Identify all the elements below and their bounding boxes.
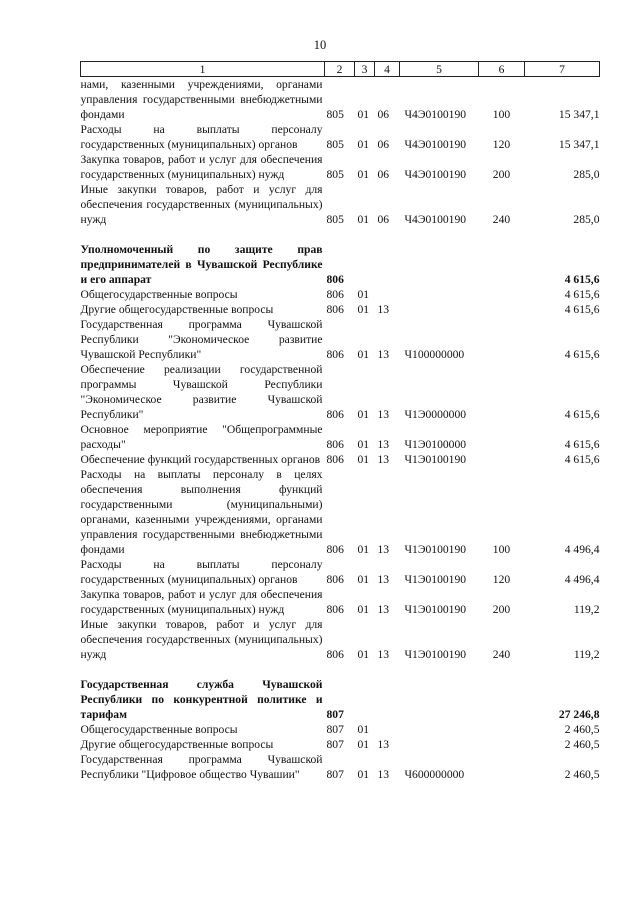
row-section: 01: [357, 408, 370, 421]
page-number: 10: [313, 38, 327, 52]
row-name: Закупка товаров, работ и услуг для обеспечения государственных (муниципальных) нужд: [80, 153, 323, 181]
row-ministry-code: 806: [326, 303, 344, 316]
row-name: Основное мероприятие "Общепрограммные расходы": [80, 423, 323, 451]
row-ministry-code: 807: [326, 738, 344, 751]
row-section: 01: [357, 288, 370, 301]
row-expense-type: 100: [492, 543, 511, 556]
row-name: Расходы на выплаты персоналу государственных (муниципальных) органов: [80, 558, 323, 586]
row-amount: 119,2: [573, 603, 600, 616]
row-name: Государственная служба Чувашской Республики по конкурентной политике и тарифам: [80, 678, 323, 721]
row-section: 01: [357, 543, 370, 556]
row-expense-type: [479, 722, 525, 737]
row-section: 01: [357, 603, 370, 616]
table-row: [81, 587, 600, 617]
row-name: Общегосударственные вопросы: [80, 288, 238, 301]
row-amount: 4 615,6: [564, 453, 600, 466]
row-target-article: Ч1Э0100190: [404, 543, 467, 556]
header-col-amount: 7: [525, 62, 600, 77]
row-target-article: Ч4Э0100190: [404, 168, 467, 181]
row-section: 01: [357, 648, 370, 661]
row-expense-type: [479, 287, 525, 302]
row-ministry-code: 806: [326, 273, 344, 286]
row-ministry-code: 805: [326, 108, 344, 121]
row-target-article: Ч1Э0100190: [404, 453, 467, 466]
row-target-article: [400, 302, 479, 317]
row-subsection: 13: [377, 573, 390, 586]
row-section: 01: [357, 768, 370, 781]
table-row: [81, 737, 600, 752]
row-ministry-code: 806: [326, 603, 344, 616]
row-target-article: Ч4Э0100190: [404, 213, 467, 226]
table-row: [81, 452, 600, 467]
row-target-article: Ч1Э0000000: [404, 408, 467, 421]
row-target-article: Ч1Э0100190: [404, 648, 467, 661]
row-amount: 15 347,1: [558, 108, 600, 121]
row-section: 01: [357, 138, 370, 151]
row-amount: 4 496,4: [564, 543, 600, 556]
row-expense-type: [479, 737, 525, 752]
row-amount: 2 460,5: [564, 723, 600, 736]
row-section: [355, 242, 375, 287]
row-expense-type: [479, 452, 525, 467]
row-ministry-code: 806: [326, 288, 344, 301]
table-row: [81, 617, 600, 662]
row-expense-type: 240: [492, 648, 511, 661]
row-section: 01: [357, 108, 370, 121]
row-name: Иные закупки товаров, работ и услуг для обеспечения государственных (муниципальных) нужд: [80, 618, 323, 661]
table-row: [81, 362, 600, 422]
header-col-section: 3: [355, 62, 375, 77]
table-row: [81, 122, 600, 152]
row-name: Расходы на выплаты персоналу государственных (муниципальных) органов: [80, 123, 323, 151]
row-target-article: Ч100000000: [404, 348, 465, 361]
header-col-target: 5: [400, 62, 479, 77]
row-ministry-code: 805: [326, 138, 344, 151]
row-section: 01: [357, 723, 370, 736]
row-amount: 4 615,6: [564, 288, 600, 301]
row-amount: 4 615,6: [564, 273, 600, 286]
spacer-cell: [81, 662, 600, 677]
row-ministry-code: 805: [326, 168, 344, 181]
row-subsection: 13: [377, 738, 390, 751]
row-name: Уполномоченный по защите прав предпринимателей в Чувашской Республике и его аппарат: [80, 243, 323, 286]
row-target-article: Ч1Э0100190: [404, 603, 467, 616]
table-row: [81, 677, 600, 722]
row-ministry-code: 807: [326, 723, 344, 736]
row-name: Другие общегосударственные вопросы: [80, 738, 274, 751]
row-name: Государственная программа Чувашской Республики "Цифровое общество Чувашии": [80, 753, 323, 781]
table-row: [81, 242, 600, 287]
row-ministry-code: 807: [326, 768, 344, 781]
row-name: Расходы на выплаты персоналу в целях обеспечения выполнения функций государственными (муниципальными) органами, казенными учреждениями, органами управления государственными внебюджетными фондами: [80, 468, 323, 556]
table-row: [81, 287, 600, 302]
row-expense-type: 120: [492, 138, 511, 151]
row-subsection: [375, 722, 400, 737]
row-section: 01: [357, 213, 370, 226]
row-target-article: Ч1Э0100190: [404, 573, 467, 586]
header-col-expense-type: 6: [479, 62, 525, 77]
row-amount: 2 460,5: [564, 738, 600, 751]
budget-table: [80, 61, 600, 782]
row-amount: 119,2: [573, 648, 600, 661]
row-section: 01: [357, 303, 370, 316]
row-expense-type: 200: [492, 168, 511, 181]
row-expense-type: 200: [492, 603, 511, 616]
row-name: Обеспечение функций государственных органов: [80, 453, 321, 466]
row-section: 01: [357, 573, 370, 586]
row-subsection: 13: [377, 348, 390, 361]
header-row: [81, 62, 600, 77]
row-subsection: 13: [377, 303, 390, 316]
row-subsection: 13: [377, 768, 390, 781]
row-target-article: Ч4Э0100190: [404, 138, 467, 151]
row-section: 01: [357, 438, 370, 451]
spacer-row: [81, 662, 600, 677]
row-name: Общегосударственные вопросы: [80, 723, 238, 736]
row-target-article: [400, 287, 479, 302]
table-row: [81, 182, 600, 227]
row-amount: 285,0: [573, 213, 600, 226]
row-ministry-code: 806: [326, 453, 344, 466]
table-row: [81, 752, 600, 782]
row-name: Иные закупки товаров, работ и услуг для обеспечения государственных (муниципальных) нужд: [80, 183, 323, 226]
row-expense-type: [479, 362, 525, 422]
row-section: 01: [357, 738, 370, 751]
row-ministry-code: 806: [326, 408, 344, 421]
row-amount: 27 246,8: [558, 708, 600, 721]
row-expense-type: 100: [492, 108, 511, 121]
row-expense-type: 240: [492, 213, 511, 226]
row-ministry-code: 805: [326, 213, 344, 226]
header-col-code: 2: [325, 62, 355, 77]
row-name: Закупка товаров, работ и услуг для обеспечения государственных (муниципальных) нужд: [80, 588, 323, 616]
row-expense-type: [479, 242, 525, 287]
table-row: [81, 317, 600, 362]
row-section: 01: [357, 453, 370, 466]
row-amount: 4 615,6: [564, 438, 600, 451]
spacer-row: [81, 227, 600, 242]
row-target-article: Ч1Э0100000: [404, 438, 467, 451]
table-row: [81, 467, 600, 557]
table-row: [81, 557, 600, 587]
row-section: [355, 677, 375, 722]
row-subsection: [375, 287, 400, 302]
row-amount: 4 615,6: [564, 348, 600, 361]
header-col-subsection: 4: [375, 62, 400, 77]
row-amount: 4 496,4: [564, 573, 600, 586]
row-amount: 4 615,6: [564, 408, 600, 421]
row-subsection: 13: [377, 603, 390, 616]
row-subsection: 13: [377, 453, 390, 466]
spacer-cell: [81, 227, 600, 242]
row-target-article: [400, 737, 479, 752]
table-row: [81, 302, 600, 317]
row-amount: 15 347,1: [558, 138, 600, 151]
row-subsection: 06: [377, 213, 390, 226]
table-row: [81, 422, 600, 452]
row-amount: 2 460,5: [564, 768, 600, 781]
row-section: 01: [357, 348, 370, 361]
row-subsection: 06: [377, 138, 390, 151]
row-section: 01: [357, 168, 370, 181]
row-target-article: [400, 722, 479, 737]
row-name: Государственная программа Чувашской Республики "Экономическое развитие Чувашской Республики": [80, 318, 323, 361]
row-expense-type: [479, 422, 525, 452]
row-subsection: [375, 677, 400, 722]
row-expense-type: [479, 317, 525, 362]
row-target-article: [400, 677, 479, 722]
row-ministry-code: 806: [326, 543, 344, 556]
row-ministry-code: 806: [326, 648, 344, 661]
table-row: [81, 152, 600, 182]
row-ministry-code: 806: [326, 438, 344, 451]
row-subsection: [375, 242, 400, 287]
row-subsection: 06: [377, 168, 390, 181]
row-subsection: 06: [377, 108, 390, 121]
row-expense-type: 120: [492, 573, 511, 586]
row-target-article: Ч600000000: [404, 768, 465, 781]
row-subsection: 13: [377, 408, 390, 421]
row-ministry-code: 806: [326, 348, 344, 361]
row-expense-type: [479, 752, 525, 782]
row-expense-type: [479, 302, 525, 317]
row-name: Другие общегосударственные вопросы: [80, 303, 274, 316]
row-ministry-code: 807: [326, 708, 344, 721]
row-expense-type: [479, 677, 525, 722]
row-subsection: 13: [377, 543, 390, 556]
row-name: Обеспечение реализации государственной программы Чувашской Республики "Экономическое развитие Чувашской Республики": [80, 363, 323, 421]
row-target-article: [400, 242, 479, 287]
table-row: [81, 722, 600, 737]
row-ministry-code: 806: [326, 573, 344, 586]
row-subsection: 13: [377, 438, 390, 451]
row-amount: 285,0: [573, 168, 600, 181]
row-target-article: Ч4Э0100190: [404, 108, 467, 121]
table-row: [81, 77, 600, 123]
row-subsection: 13: [377, 648, 390, 661]
row-amount: 4 615,6: [564, 303, 600, 316]
row-name: нами, казенными учреждениями, органами управления государственными внебюджетными фондами: [80, 78, 323, 121]
header-col-name: 1: [81, 62, 325, 77]
